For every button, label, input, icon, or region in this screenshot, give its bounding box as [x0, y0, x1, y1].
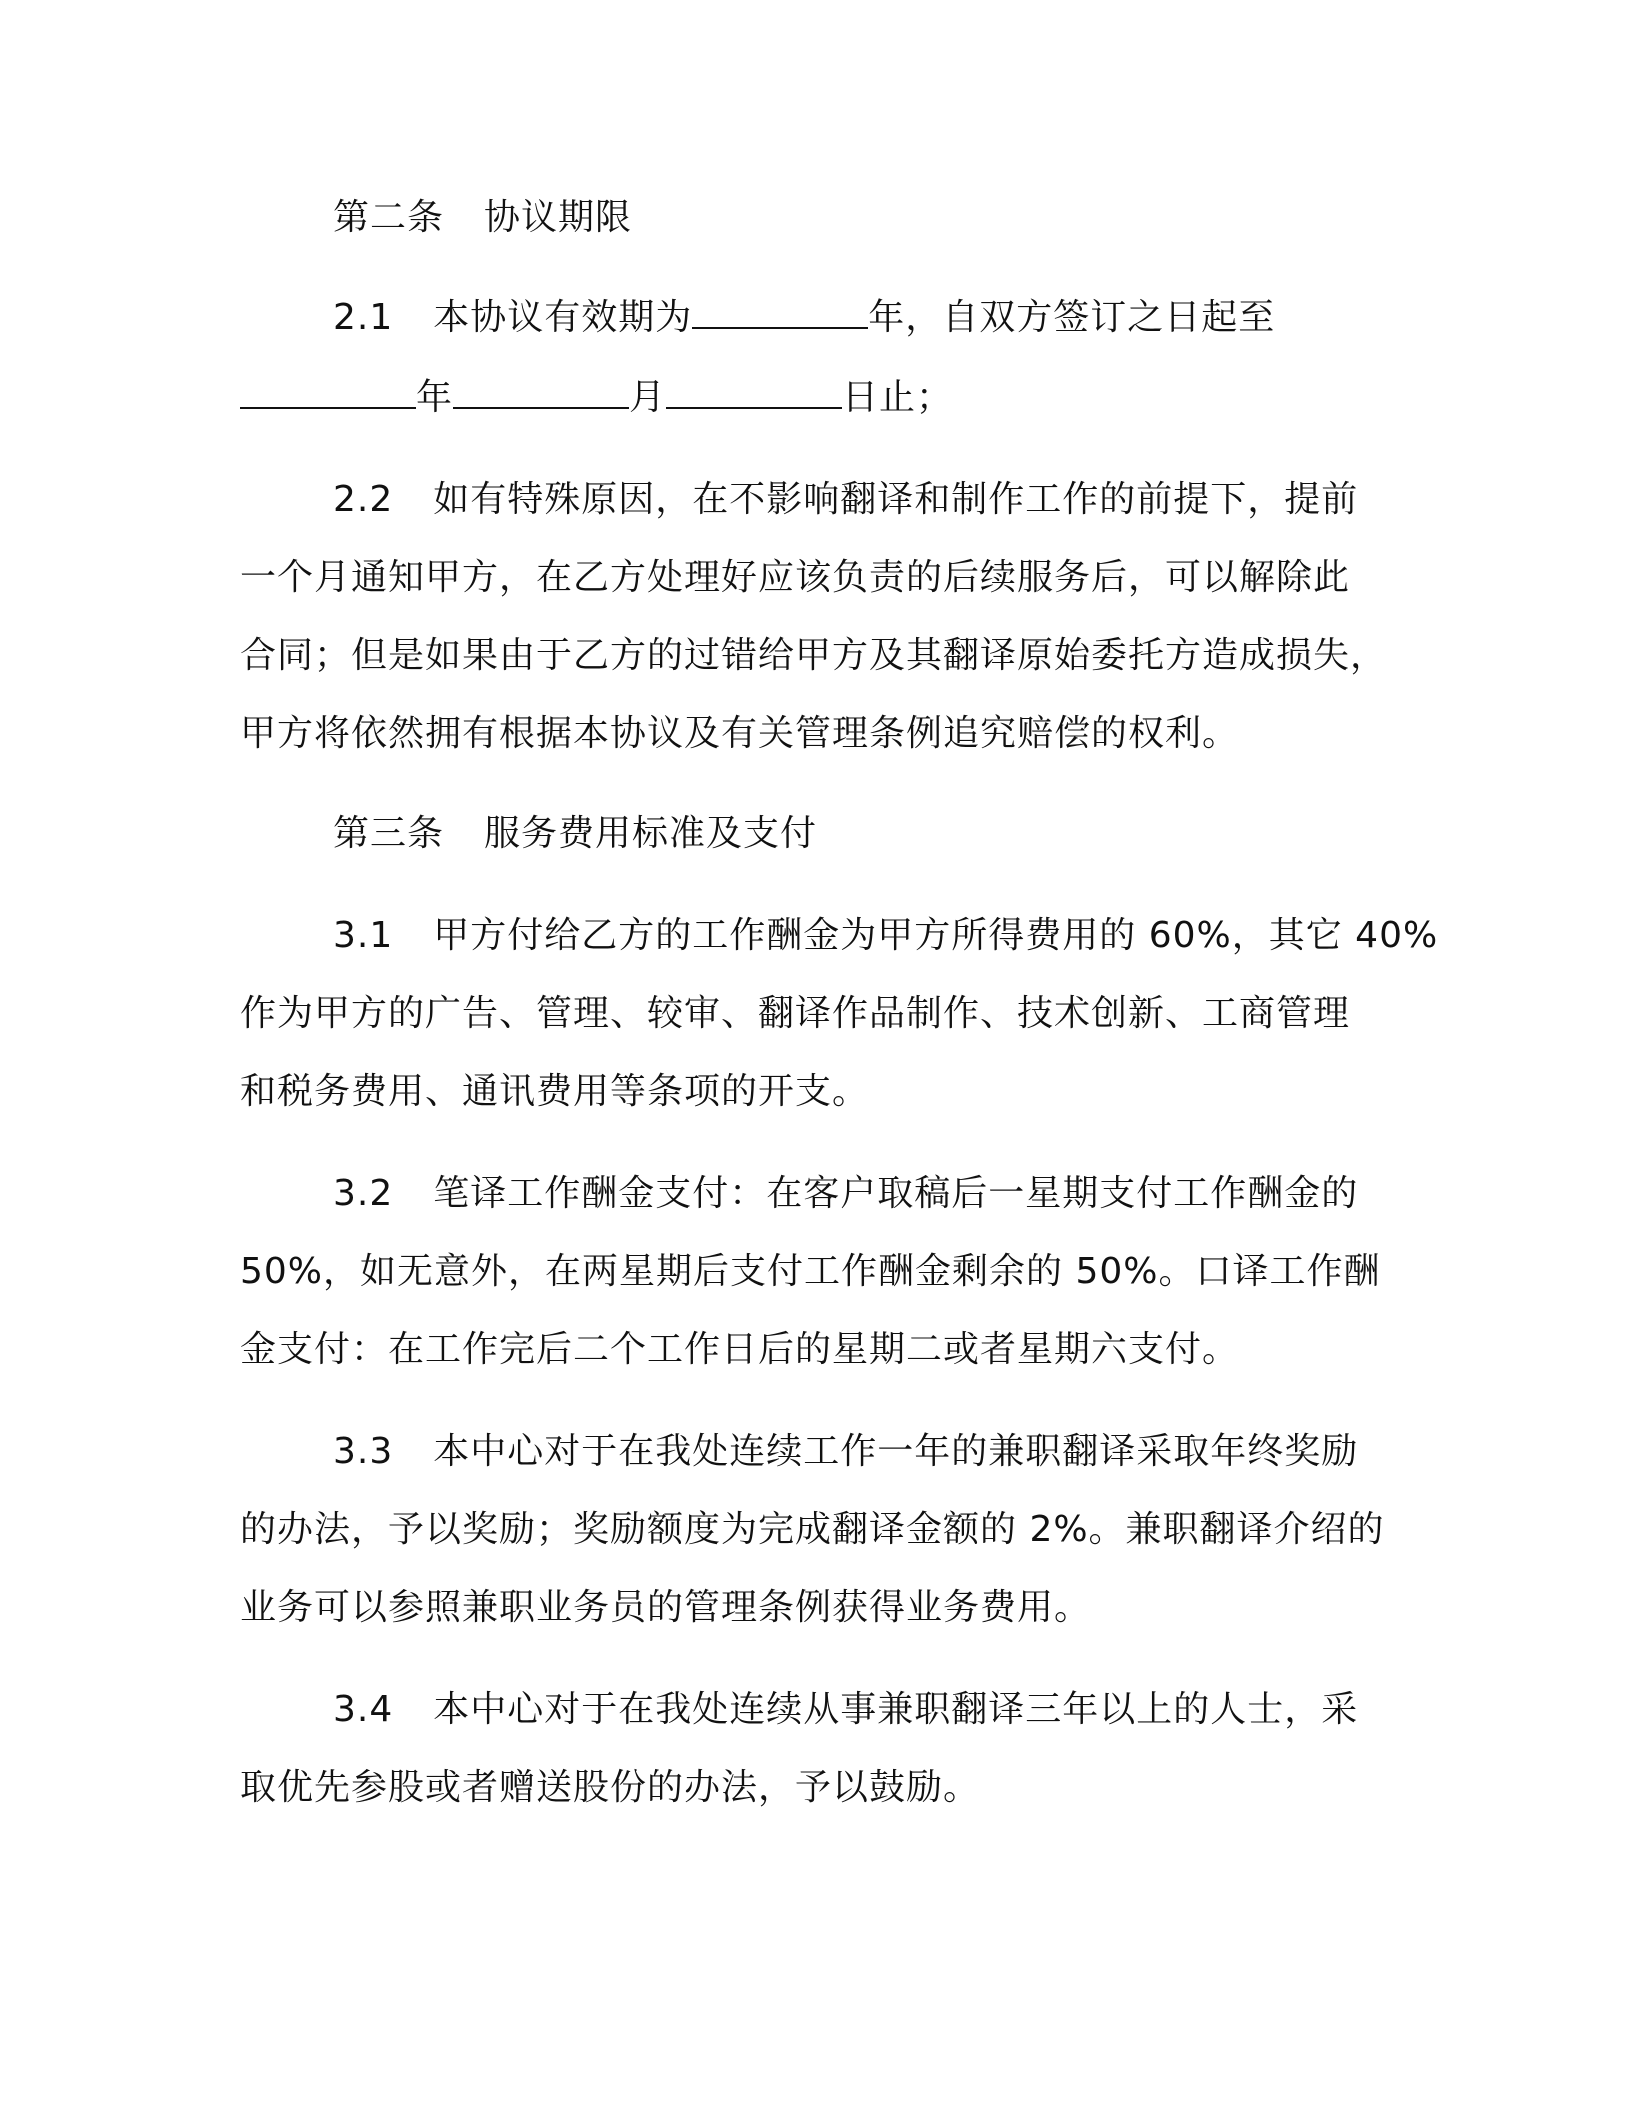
article-2-heading [333, 196, 632, 240]
article-3-number: 第三条 [333, 813, 445, 854]
clause-3-3-number: 3.3 [333, 1431, 394, 1472]
clause-2-2-line-3: 合同；但是如果由于乙方的过错给甲方及其翻译原始委托方造成损失， [240, 635, 1388, 676]
clause-text: 如有特殊原因，在不影响翻译和制作工作的前提下，提前 [433, 479, 1359, 520]
blank-end-month-field[interactable] [453, 377, 629, 409]
article-2-number: 第二条 [333, 197, 445, 238]
clause-text: 笔译工作酬金支付：在客户取稿后一星期支付工作酬金的 [433, 1173, 1359, 1214]
clause-2-2-line-4: 甲方将依然拥有根据本协议及有关管理条例追究赔偿的权利。 [240, 713, 1240, 754]
clause-2-1-line-2 [240, 376, 953, 420]
blank-end-year-field[interactable] [240, 377, 416, 409]
clause-text: 本中心对于在我处连续工作一年的兼职翻译采取年终奖励 [433, 1431, 1359, 1472]
clause-text: 甲方付给乙方的工作酬金为甲方所得费用的 60%，其它 40% [433, 915, 1439, 956]
clause-3-1-line-2: 作为甲方的广告、管理、较审、翻译作品制作、技术创新、工商管理 [240, 993, 1351, 1034]
clause-2-1-line-1 [333, 296, 1275, 340]
clause-text: 本中心对于在我处连续从事兼职翻译三年以上的人士，采 [433, 1689, 1359, 1730]
clause-3-4-line-1 [333, 1688, 1358, 1732]
clause-3-3-line-1 [333, 1430, 1358, 1474]
clause-3-2-number: 3.2 [333, 1173, 394, 1214]
article-2-title: 协议期限 [484, 197, 633, 238]
clause-3-2-line-2: 50%，如无意外，在两星期后支付工作酬金剩余的 50%。口译工作酬 [240, 1251, 1381, 1292]
clause-text: 本协议有效期为 [433, 297, 693, 338]
clause-2-2-number: 2.2 [333, 479, 394, 520]
blank-end-day-field[interactable] [666, 377, 842, 409]
clause-text: 日止； [842, 377, 954, 418]
clause-text: 年 [416, 377, 454, 418]
clause-3-4-number: 3.4 [333, 1689, 394, 1730]
clause-2-2-line-1 [333, 478, 1358, 522]
clause-2-1-number: 2.1 [333, 297, 394, 338]
blank-years-field[interactable] [692, 297, 868, 329]
clause-3-2-line-1 [333, 1172, 1358, 1216]
clause-3-4-line-2: 取优先参股或者赠送股份的办法，予以鼓励。 [240, 1767, 981, 1808]
clause-3-3-line-3: 业务可以参照兼职业务员的管理条例获得业务费用。 [240, 1587, 1092, 1628]
clause-3-3-line-2: 的办法，予以奖励；奖励额度为完成翻译金额的 2%。兼职翻译介绍的 [240, 1509, 1385, 1550]
article-3-title: 服务费用标准及支付 [484, 813, 818, 854]
clause-3-1-line-3: 和税务费用、通讯费用等条项的开支。 [240, 1071, 870, 1112]
clause-2-2-line-2: 一个月通知甲方，在乙方处理好应该负责的后续服务后，可以解除此 [240, 557, 1351, 598]
clause-3-1-number: 3.1 [333, 915, 394, 956]
clause-3-1-line-1 [333, 914, 1438, 958]
clause-3-2-line-3: 金支付：在工作完后二个工作日后的星期二或者星期六支付。 [240, 1329, 1240, 1370]
clause-text: 月 [629, 377, 667, 418]
clause-text: 年，自双方签订之日起至 [868, 297, 1276, 338]
article-3-heading [333, 812, 817, 856]
